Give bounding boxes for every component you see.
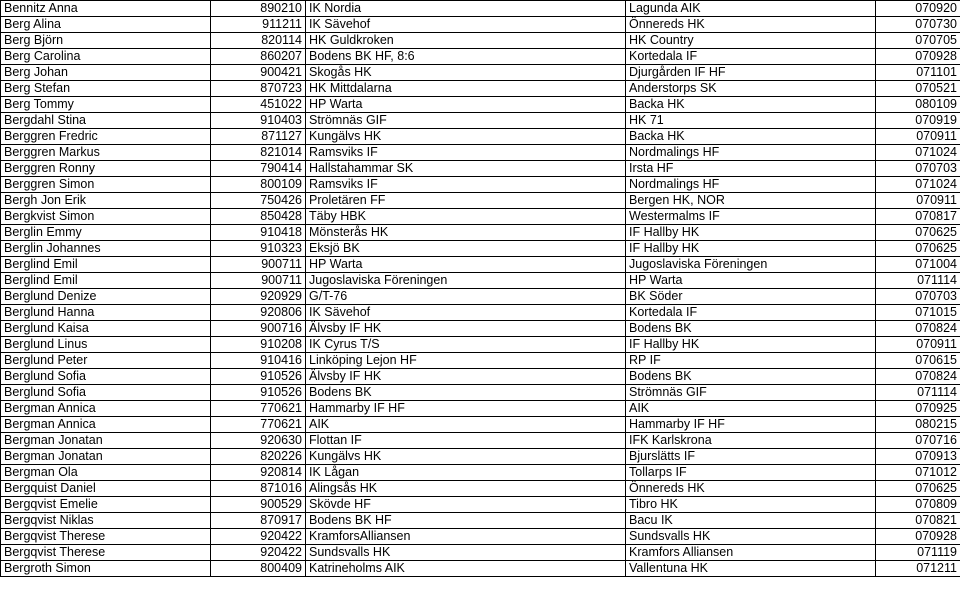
to-club-cell: IFK Karlskrona	[626, 433, 876, 449]
date-cell: 071024	[876, 177, 960, 193]
table-row	[1, 449, 960, 465]
to-club-cell: IF Hallby HK	[626, 225, 876, 241]
from-club-cell: IK Nordia	[306, 1, 626, 17]
from-club-cell: Mönsterås HK	[306, 225, 626, 241]
from-club-cell: IK Sävehof	[306, 17, 626, 33]
from-club-cell: Älvsby IF HK	[306, 369, 626, 385]
date-cell: 070913	[876, 449, 960, 465]
table-row	[1, 305, 960, 321]
table-row	[1, 145, 960, 161]
table-row	[1, 209, 960, 225]
to-club-cell: Westermalms IF	[626, 209, 876, 225]
table-row	[1, 465, 960, 481]
table-row	[1, 65, 960, 81]
birth-id-cell: 900529	[211, 497, 306, 513]
birth-id-cell: 920929	[211, 289, 306, 305]
birth-id-cell: 871016	[211, 481, 306, 497]
from-club-cell: IK Sävehof	[306, 305, 626, 321]
birth-id-cell: 910416	[211, 353, 306, 369]
table-row	[1, 273, 960, 289]
birth-id-cell: 920422	[211, 529, 306, 545]
from-club-cell: Älvsby IF HK	[306, 321, 626, 337]
from-club-cell: Kungälvs HK	[306, 449, 626, 465]
transfer-table-body	[1, 1, 960, 577]
to-club-cell: Jugoslaviska Föreningen	[626, 257, 876, 273]
date-cell: 071211	[876, 561, 960, 577]
date-cell: 071119	[876, 545, 960, 561]
birth-id-cell: 870917	[211, 513, 306, 529]
date-cell: 071012	[876, 465, 960, 481]
from-club-cell: HK Guldkroken	[306, 33, 626, 49]
from-club-cell: Bodens BK	[306, 385, 626, 401]
player-name-cell: Berglund Denize	[1, 289, 211, 305]
table-row	[1, 321, 960, 337]
player-name-cell: Berglin Emmy	[1, 225, 211, 241]
to-club-cell: HK Country	[626, 33, 876, 49]
player-name-cell: Bergqvist Therese	[1, 529, 211, 545]
table-row	[1, 129, 960, 145]
to-club-cell: Bodens BK	[626, 321, 876, 337]
to-club-cell: Önnereds HK	[626, 481, 876, 497]
to-club-cell: Bergen HK, NOR	[626, 193, 876, 209]
birth-id-cell: 920806	[211, 305, 306, 321]
birth-id-cell: 910403	[211, 113, 306, 129]
from-club-cell: Skogås HK	[306, 65, 626, 81]
to-club-cell: Tollarps IF	[626, 465, 876, 481]
player-name-cell: Bennitz Anna	[1, 1, 211, 17]
from-club-cell: Sundsvalls HK	[306, 545, 626, 561]
date-cell: 070919	[876, 113, 960, 129]
birth-id-cell: 860207	[211, 49, 306, 65]
player-name-cell: Berglund Linus	[1, 337, 211, 353]
date-cell: 070925	[876, 401, 960, 417]
table-row	[1, 97, 960, 113]
date-cell: 071024	[876, 145, 960, 161]
table-row	[1, 241, 960, 257]
birth-id-cell: 871127	[211, 129, 306, 145]
date-cell: 070911	[876, 337, 960, 353]
table-row	[1, 497, 960, 513]
birth-id-cell: 820114	[211, 33, 306, 49]
to-club-cell: Sundsvalls HK	[626, 529, 876, 545]
table-row	[1, 257, 960, 273]
table-row	[1, 33, 960, 49]
date-cell: 070705	[876, 33, 960, 49]
from-club-cell: G/T-76	[306, 289, 626, 305]
table-row	[1, 481, 960, 497]
to-club-cell: Lagunda AIK	[626, 1, 876, 17]
to-club-cell: Backa HK	[626, 97, 876, 113]
to-club-cell: Nordmalings HF	[626, 145, 876, 161]
birth-id-cell: 910418	[211, 225, 306, 241]
date-cell: 070817	[876, 209, 960, 225]
player-name-cell: Berg Johan	[1, 65, 211, 81]
to-club-cell: Irsta HF	[626, 161, 876, 177]
from-club-cell: Flottan IF	[306, 433, 626, 449]
from-club-cell: KramforsAlliansen	[306, 529, 626, 545]
date-cell: 070625	[876, 241, 960, 257]
date-cell: 071004	[876, 257, 960, 273]
from-club-cell: Eksjö BK	[306, 241, 626, 257]
birth-id-cell: 910526	[211, 385, 306, 401]
date-cell: 070809	[876, 497, 960, 513]
player-name-cell: Bergdahl Stina	[1, 113, 211, 129]
date-cell: 070928	[876, 529, 960, 545]
table-row	[1, 433, 960, 449]
birth-id-cell: 910526	[211, 369, 306, 385]
birth-id-cell: 770621	[211, 417, 306, 433]
from-club-cell: Ramsviks IF	[306, 145, 626, 161]
birth-id-cell: 900711	[211, 273, 306, 289]
from-club-cell: Alingsås HK	[306, 481, 626, 497]
player-name-cell: Bergman Ola	[1, 465, 211, 481]
table-row	[1, 529, 960, 545]
player-name-cell: Bergman Jonatan	[1, 433, 211, 449]
birth-id-cell: 451022	[211, 97, 306, 113]
date-cell: 071101	[876, 65, 960, 81]
from-club-cell: Hammarby IF HF	[306, 401, 626, 417]
player-name-cell: Bergman Jonatan	[1, 449, 211, 465]
birth-id-cell: 820226	[211, 449, 306, 465]
from-club-cell: AIK	[306, 417, 626, 433]
birth-id-cell: 911211	[211, 17, 306, 33]
table-row	[1, 1, 960, 17]
table-row	[1, 401, 960, 417]
player-name-cell: Berglund Hanna	[1, 305, 211, 321]
player-name-cell: Berglind Emil	[1, 257, 211, 273]
player-name-cell: Bergqvist Emelie	[1, 497, 211, 513]
table-row	[1, 513, 960, 529]
to-club-cell: Anderstorps SK	[626, 81, 876, 97]
table-row	[1, 49, 960, 65]
player-name-cell: Berggren Markus	[1, 145, 211, 161]
birth-id-cell: 920630	[211, 433, 306, 449]
date-cell: 071015	[876, 305, 960, 321]
player-name-cell: Berglund Peter	[1, 353, 211, 369]
from-club-cell: Täby HBK	[306, 209, 626, 225]
from-club-cell: HP Warta	[306, 97, 626, 113]
table-row	[1, 353, 960, 369]
player-name-cell: Berggren Ronny	[1, 161, 211, 177]
to-club-cell: RP IF	[626, 353, 876, 369]
date-cell: 080109	[876, 97, 960, 113]
to-club-cell: Djurgården IF HF	[626, 65, 876, 81]
table-row	[1, 17, 960, 33]
date-cell: 070625	[876, 225, 960, 241]
date-cell: 070625	[876, 481, 960, 497]
birth-id-cell: 920422	[211, 545, 306, 561]
player-name-cell: Berglin Johannes	[1, 241, 211, 257]
from-club-cell: Jugoslaviska Föreningen	[306, 273, 626, 289]
birth-id-cell: 821014	[211, 145, 306, 161]
to-club-cell: HK 71	[626, 113, 876, 129]
date-cell: 070615	[876, 353, 960, 369]
date-cell: 070703	[876, 161, 960, 177]
from-club-cell: Proletären FF	[306, 193, 626, 209]
to-club-cell: Kramfors Alliansen	[626, 545, 876, 561]
to-club-cell: AIK	[626, 401, 876, 417]
date-cell: 070911	[876, 129, 960, 145]
to-club-cell: Backa HK	[626, 129, 876, 145]
birth-id-cell: 900711	[211, 257, 306, 273]
from-club-cell: HP Warta	[306, 257, 626, 273]
date-cell: 070920	[876, 1, 960, 17]
date-cell: 070824	[876, 321, 960, 337]
to-club-cell: Vallentuna HK	[626, 561, 876, 577]
birth-id-cell: 910323	[211, 241, 306, 257]
to-club-cell: IF Hallby HK	[626, 241, 876, 257]
birth-id-cell: 800109	[211, 177, 306, 193]
birth-id-cell: 920814	[211, 465, 306, 481]
to-club-cell: Strömnäs GIF	[626, 385, 876, 401]
from-club-cell: HK Mittdalarna	[306, 81, 626, 97]
player-name-cell: Bergman Annica	[1, 401, 211, 417]
birth-id-cell: 800409	[211, 561, 306, 577]
date-cell: 070730	[876, 17, 960, 33]
date-cell: 070716	[876, 433, 960, 449]
from-club-cell: Hallstahammar SK	[306, 161, 626, 177]
player-name-cell: Bergkvist Simon	[1, 209, 211, 225]
from-club-cell: Linköping Lejon HF	[306, 353, 626, 369]
birth-id-cell: 890210	[211, 1, 306, 17]
date-cell: 070703	[876, 289, 960, 305]
birth-id-cell: 900421	[211, 65, 306, 81]
from-club-cell: Skövde HF	[306, 497, 626, 513]
table-row	[1, 161, 960, 177]
player-name-cell: Berg Björn	[1, 33, 211, 49]
table-row	[1, 225, 960, 241]
table-row	[1, 417, 960, 433]
player-name-cell: Berg Stefan	[1, 81, 211, 97]
player-name-cell: Bergqvist Niklas	[1, 513, 211, 529]
to-club-cell: Kortedala IF	[626, 49, 876, 65]
birth-id-cell: 770621	[211, 401, 306, 417]
table-row	[1, 369, 960, 385]
table-row	[1, 561, 960, 577]
birth-id-cell: 870723	[211, 81, 306, 97]
player-name-cell: Berggren Simon	[1, 177, 211, 193]
to-club-cell: BK Söder	[626, 289, 876, 305]
table-row	[1, 337, 960, 353]
birth-id-cell: 910208	[211, 337, 306, 353]
to-club-cell: Bodens BK	[626, 369, 876, 385]
player-name-cell: Bergquist Daniel	[1, 481, 211, 497]
to-club-cell: Kortedala IF	[626, 305, 876, 321]
from-club-cell: Strömnäs GIF	[306, 113, 626, 129]
table-row	[1, 385, 960, 401]
date-cell: 070928	[876, 49, 960, 65]
to-club-cell: Hammarby IF HF	[626, 417, 876, 433]
to-club-cell: Bacu IK	[626, 513, 876, 529]
to-club-cell: Nordmalings HF	[626, 177, 876, 193]
to-club-cell: Bjurslätts IF	[626, 449, 876, 465]
table-row	[1, 113, 960, 129]
to-club-cell: Önnereds HK	[626, 17, 876, 33]
from-club-cell: IK Lågan	[306, 465, 626, 481]
to-club-cell: HP Warta	[626, 273, 876, 289]
player-name-cell: Bergqvist Therese	[1, 545, 211, 561]
from-club-cell: Katrineholms AIK	[306, 561, 626, 577]
date-cell: 070911	[876, 193, 960, 209]
player-name-cell: Berg Alina	[1, 17, 211, 33]
player-name-cell: Bergman Annica	[1, 417, 211, 433]
player-name-cell: Berg Carolina	[1, 49, 211, 65]
player-name-cell: Berg Tommy	[1, 97, 211, 113]
from-club-cell: Kungälvs HK	[306, 129, 626, 145]
player-name-cell: Bergroth Simon	[1, 561, 211, 577]
date-cell: 071114	[876, 385, 960, 401]
from-club-cell: Bodens BK HF, 8:6	[306, 49, 626, 65]
from-club-cell: IK Cyrus T/S	[306, 337, 626, 353]
table-row	[1, 289, 960, 305]
player-name-cell: Berglund Sofia	[1, 369, 211, 385]
birth-id-cell: 750426	[211, 193, 306, 209]
player-name-cell: Berglund Kaisa	[1, 321, 211, 337]
birth-id-cell: 850428	[211, 209, 306, 225]
player-name-cell: Berglund Sofia	[1, 385, 211, 401]
table-row	[1, 81, 960, 97]
to-club-cell: IF Hallby HK	[626, 337, 876, 353]
birth-id-cell: 790414	[211, 161, 306, 177]
date-cell: 070824	[876, 369, 960, 385]
player-name-cell: Berggren Fredric	[1, 129, 211, 145]
birth-id-cell: 900716	[211, 321, 306, 337]
from-club-cell: Bodens BK HF	[306, 513, 626, 529]
date-cell: 070521	[876, 81, 960, 97]
player-name-cell: Bergh Jon Erik	[1, 193, 211, 209]
table-row	[1, 193, 960, 209]
player-name-cell: Berglind Emil	[1, 273, 211, 289]
to-club-cell: Tibro HK	[626, 497, 876, 513]
date-cell: 080215	[876, 417, 960, 433]
from-club-cell: Ramsviks IF	[306, 177, 626, 193]
table-row	[1, 177, 960, 193]
table-row	[1, 545, 960, 561]
date-cell: 071114	[876, 273, 960, 289]
date-cell: 070821	[876, 513, 960, 529]
